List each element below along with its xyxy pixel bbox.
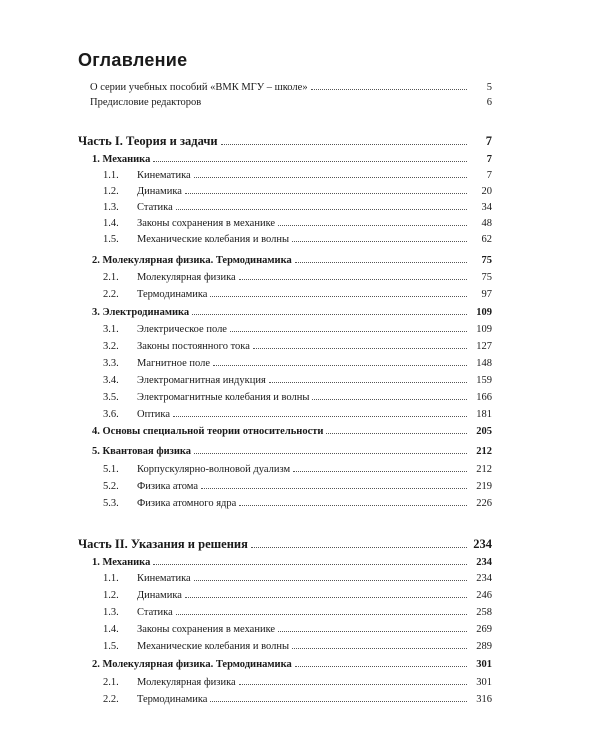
section-page: 301 [476, 659, 492, 670]
toc-subsection[interactable] [103, 339, 492, 354]
leader-dots [213, 356, 467, 366]
subsection-number: 1.5. [103, 234, 119, 245]
subsection-number: 5.1. [103, 464, 119, 475]
toc-section[interactable] [92, 444, 492, 459]
section-title: 2. Молекулярная физика. Термодинамика [92, 255, 292, 266]
section-page: 75 [481, 255, 492, 266]
section-title: 2. Молекулярная физика. Термодинамика [92, 659, 292, 670]
leader-dots [293, 462, 467, 472]
subsection-page: 226 [476, 498, 492, 509]
subsection-page: 20 [481, 186, 492, 197]
subsection-number: 1.5. [103, 641, 119, 652]
subsection-number: 2.2. [103, 289, 119, 300]
subsection-title: Законы постоянного тока [137, 341, 250, 352]
leader-dots [194, 571, 467, 581]
subsection-number: 1.1. [103, 170, 119, 181]
subsection-page: 289 [476, 641, 492, 652]
leader-dots [192, 305, 467, 315]
subsection-number: 5.3. [103, 498, 119, 509]
leader-dots [239, 496, 467, 506]
subsection-page: 127 [476, 341, 492, 352]
subsection-number: 3.2. [103, 341, 119, 352]
leader-dots [221, 134, 467, 145]
leader-dots [210, 287, 467, 297]
subsection-title: Механические колебания и волны [137, 641, 290, 652]
leader-dots [253, 339, 467, 349]
subsection-page: 148 [476, 358, 492, 369]
leader-dots [312, 390, 467, 400]
toc-section[interactable] [92, 152, 492, 167]
leader-dots [295, 253, 467, 263]
subsection-number: 1.2. [103, 186, 119, 197]
leader-dots [185, 184, 467, 194]
leader-dots [194, 444, 467, 454]
subsection-title: Корпускулярно-волновой дуализм [137, 464, 291, 475]
subsection-title: Термодинамика [137, 289, 208, 300]
subsection-title: Электромагнитная индукция [137, 375, 266, 386]
subsection-page: 234 [476, 573, 492, 584]
subsection-number: 3.3. [103, 358, 119, 369]
subsection-page: 7 [486, 170, 492, 181]
leader-dots [251, 537, 467, 548]
entry-title: О серии учебных пособий «ВМК МГУ – школе» [90, 82, 308, 93]
toc-subsection[interactable] [103, 322, 492, 337]
subsection-title: Кинематика [137, 170, 191, 181]
toc-subsection[interactable] [103, 168, 492, 183]
leader-dots [269, 373, 467, 383]
leader-dots [278, 622, 467, 632]
part-page: 234 [473, 537, 492, 551]
toc-subsection[interactable] [103, 373, 492, 388]
subsection-page: 97 [481, 289, 492, 300]
subsection-page: 159 [476, 375, 492, 386]
subsection-title: Динамика [137, 186, 182, 197]
subsection-title: Статика [137, 607, 173, 618]
subsection-number: 1.3. [103, 202, 119, 213]
subsection-title: Физика атомного ядра [137, 498, 237, 509]
subsection-number: 1.3. [103, 607, 119, 618]
part-page: 7 [485, 134, 492, 148]
subsection-title: Статика [137, 202, 173, 213]
subsection-page: 62 [481, 234, 492, 245]
subsection-title: Электрическое поле [137, 324, 227, 335]
subsection-number: 1.4. [103, 624, 119, 635]
subsection-title: Оптика [137, 409, 171, 420]
section-page: 212 [476, 446, 492, 457]
subsection-page: 109 [476, 324, 492, 335]
leader-dots [295, 657, 467, 667]
toc-subsection[interactable] [103, 639, 492, 654]
leader-dots [201, 479, 467, 489]
subsection-page: 48 [481, 218, 492, 229]
leader-dots [153, 555, 467, 565]
subsection-number: 2.1. [103, 272, 119, 283]
toc-subsection[interactable] [103, 462, 492, 477]
toc-subsection[interactable] [103, 407, 492, 422]
leader-dots [210, 692, 467, 702]
subsection-title: Законы сохранения в механике [137, 218, 276, 229]
leader-dots [173, 407, 467, 417]
leader-dots [311, 80, 467, 90]
section-title: 5. Квантовая физика [92, 446, 192, 457]
entry-page: 5 [486, 82, 492, 93]
toc-section[interactable] [92, 305, 492, 320]
leader-dots [176, 605, 467, 615]
subsection-number: 3.6. [103, 409, 119, 420]
subsection-title: Кинематика [137, 573, 191, 584]
toc-subsection[interactable] [103, 287, 492, 302]
leader-dots [326, 424, 467, 434]
toc-heading: Оглавление [78, 50, 188, 70]
subsection-number: 1.1. [103, 573, 119, 584]
toc-subsection[interactable] [103, 622, 492, 637]
entry-page: 6 [486, 97, 492, 108]
leader-dots [176, 200, 467, 210]
leader-dots [185, 588, 467, 598]
subsection-title: Термодинамика [137, 694, 208, 705]
leader-dots [230, 322, 467, 332]
subsection-title: Механические колебания и волны [137, 234, 290, 245]
subsection-page: 181 [476, 409, 492, 420]
toc-subsection[interactable] [103, 571, 492, 586]
subsection-number: 2.2. [103, 694, 119, 705]
subsection-page: 301 [476, 677, 492, 688]
toc-section[interactable] [92, 424, 492, 439]
subsection-title: Молекулярная физика [137, 272, 236, 283]
toc-subsection[interactable] [103, 692, 492, 707]
toc-section[interactable] [92, 555, 492, 570]
subsection-page: 316 [476, 694, 492, 705]
toc-section[interactable] [92, 253, 492, 268]
toc-subsection[interactable] [103, 232, 492, 247]
subsection-page: 34 [481, 202, 492, 213]
toc-subsection[interactable] [103, 270, 492, 285]
part-title: Часть II. Указания и решения [78, 537, 248, 551]
subsection-title: Законы сохранения в механике [137, 624, 276, 635]
subsection-page: 258 [476, 607, 492, 618]
toc-subsection[interactable] [103, 605, 492, 620]
subsection-page: 219 [476, 481, 492, 492]
toc-subsection[interactable] [103, 675, 492, 690]
part-title: Часть I. Теория и задачи [78, 134, 218, 148]
toc-subsection[interactable] [103, 588, 492, 603]
subsection-title: Динамика [137, 590, 182, 601]
subsection-title: Физика атома [137, 481, 199, 492]
subsection-page: 166 [476, 392, 492, 403]
section-title: 1. Механика [92, 557, 151, 568]
toc-part-1[interactable] [78, 134, 492, 148]
subsection-number: 2.1. [103, 677, 119, 688]
subsection-page: 212 [476, 464, 492, 475]
leader-dots [153, 152, 467, 162]
subsection-title: Молекулярная физика [137, 677, 236, 688]
section-page: 7 [486, 154, 492, 165]
entry-title: Предисловие редакторов [90, 97, 202, 108]
section-title: 4. Основы специальной теории относительности [92, 426, 324, 437]
toc-part-2[interactable] [78, 537, 492, 551]
toc-subsection[interactable] [103, 200, 492, 215]
toc-subsection[interactable] [103, 479, 492, 494]
toc-subsection[interactable] [103, 184, 492, 199]
leader-dots [194, 168, 467, 178]
leader-dots [278, 216, 467, 226]
subsection-number: 3.1. [103, 324, 119, 335]
toc-subsection[interactable] [103, 496, 492, 511]
subsection-number: 1.4. [103, 218, 119, 229]
toc-subsection[interactable] [103, 216, 492, 231]
subsection-title: Магнитное поле [137, 358, 211, 369]
subsection-number: 3.4. [103, 375, 119, 386]
leader-dots [292, 232, 467, 242]
subsection-title: Электромагнитные колебания и волны [137, 392, 310, 403]
section-title: 3. Электродинамика [92, 307, 190, 318]
toc-section[interactable] [92, 657, 492, 672]
leader-dots [239, 675, 467, 685]
section-page: 109 [476, 307, 492, 318]
toc-subsection[interactable] [103, 390, 492, 405]
leader-dots [292, 639, 467, 649]
subsection-page: 269 [476, 624, 492, 635]
section-title: 1. Механика [92, 154, 151, 165]
section-page: 234 [476, 557, 492, 568]
subsection-number: 1.2. [103, 590, 119, 601]
subsection-page: 75 [481, 272, 492, 283]
toc-entry[interactable] [90, 96, 492, 110]
leader-dots [239, 270, 467, 280]
subsection-page: 246 [476, 590, 492, 601]
subsection-number: 3.5. [103, 392, 119, 403]
toc-entry[interactable] [90, 80, 492, 95]
toc-subsection[interactable] [103, 356, 492, 371]
subsection-number: 5.2. [103, 481, 119, 492]
section-page: 205 [476, 426, 492, 437]
